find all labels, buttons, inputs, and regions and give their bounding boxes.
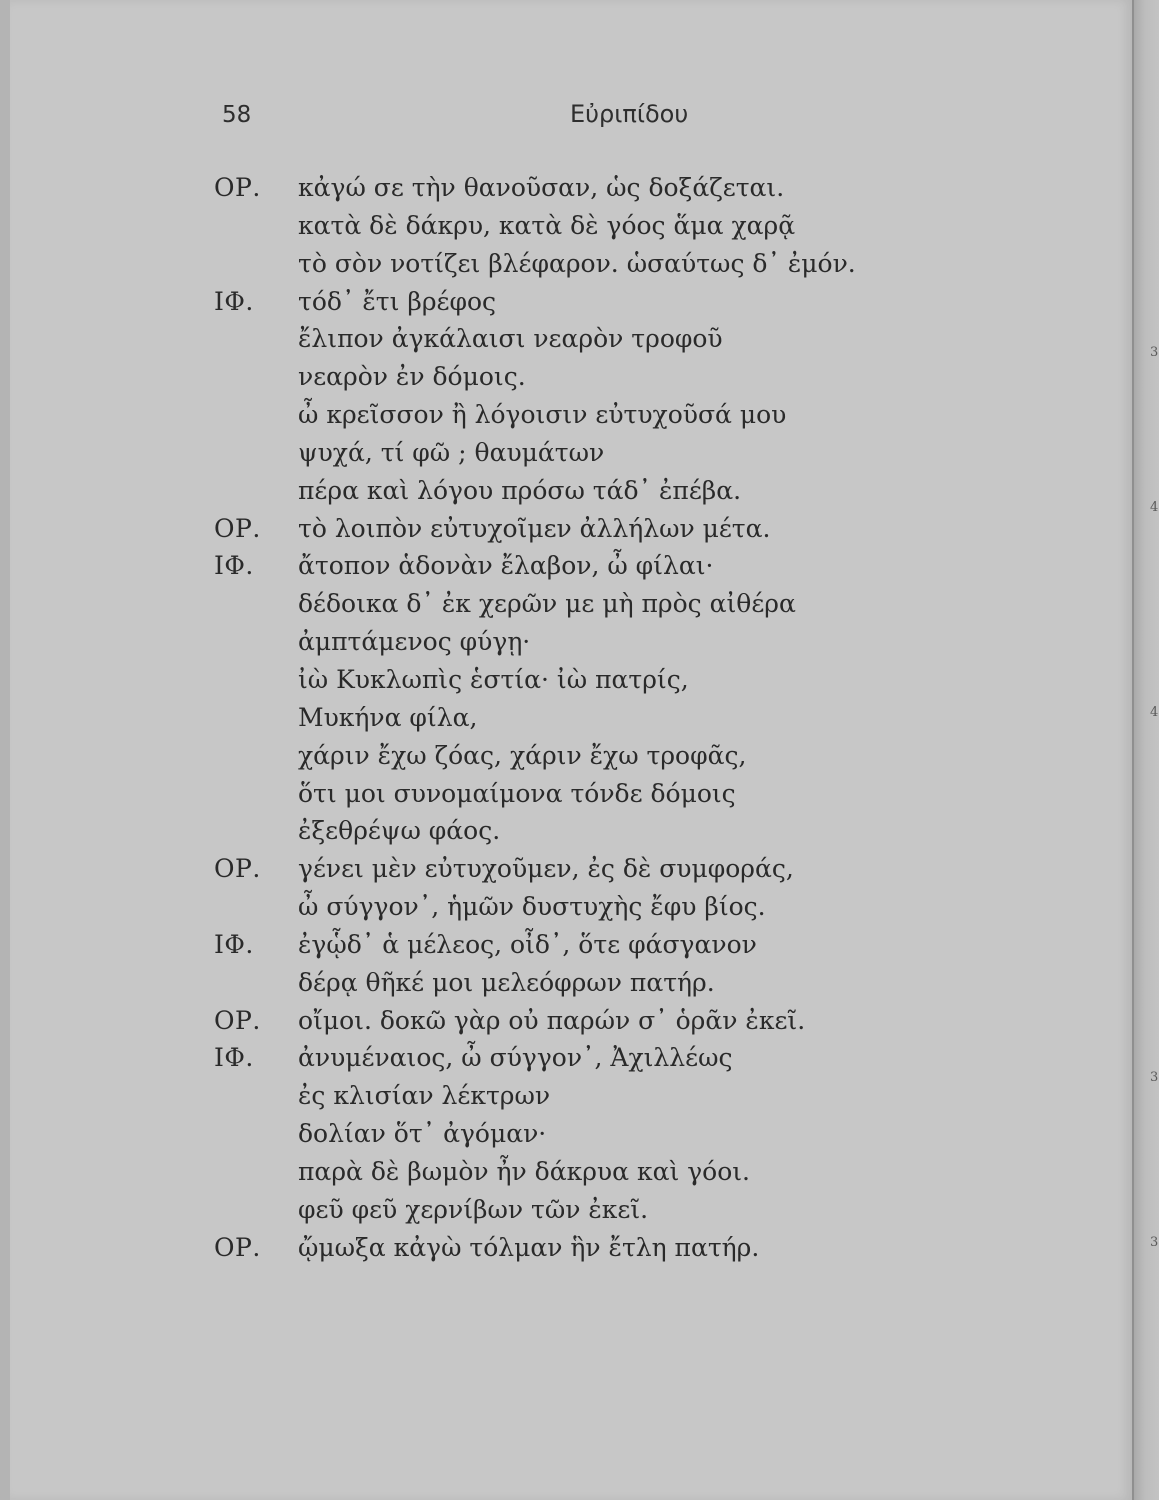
verse-content: ἰὼ Κυκλωπὶς ἑστία· ἰὼ πατρίς, <box>298 664 689 694</box>
verse-line <box>10 623 1132 661</box>
verse-line <box>10 434 1132 472</box>
verse-line <box>10 812 1132 850</box>
verse-content: ᾤμωξα κἀγὼ τόλμαν ἣν ἔτλη πατήρ. <box>298 1232 760 1262</box>
verse-line <box>10 207 1132 245</box>
verse-content: χάριν ἔχω ζόας, χάριν ἔχω τροφᾶς, <box>298 740 747 770</box>
verse-content: δέδοικα δ᾽ ἐκ χερῶν με μὴ πρὸς αἰθέρα <box>298 589 796 619</box>
verse-content: ὦ κρεῖσσον ἢ λόγοισιν εὐτυχοῦσά μου <box>298 400 787 430</box>
book-page <box>10 0 1132 1500</box>
verse-content: φεῦ φεῦ χερνίβων τῶν ἐκεῖ. <box>298 1194 649 1224</box>
verse-line <box>10 510 1132 548</box>
verse-content: ἐγᾧδ᾽ ἁ μέλεος, οἶδ᾽, ὅτε φάσγανον <box>298 929 757 959</box>
gutter-mark: 3 <box>1150 1070 1159 1085</box>
gutter-mark: 4 <box>1150 500 1159 515</box>
running-title: Εὐριπίδου <box>570 100 689 128</box>
verse-content: οἴμοι. δοκῶ γὰρ οὐ παρών σ᾽ ὁρᾶν ἐκεῖ. <box>298 1005 806 1035</box>
speaker-label: ΙΦ. <box>214 286 254 316</box>
verse-line <box>10 245 1132 283</box>
page-number: 58 <box>222 102 252 128</box>
verse-line <box>10 737 1132 775</box>
verse-line <box>10 661 1132 699</box>
verse-line <box>10 585 1132 623</box>
verse-content: κἀγώ σε τὴν θανοῦσαν, ὡς δοξάζεται. <box>298 173 785 202</box>
speaker-label: ΙΦ. <box>214 551 254 581</box>
verse-line <box>10 283 1132 321</box>
verse-content: τὸ σὸν νοτίζει βλέφαρον. ὡσαύτως δ᾽ ἐμόν. <box>298 248 856 278</box>
verse-line <box>10 1153 1132 1191</box>
speaker-label: ΟΡ. <box>214 1232 261 1262</box>
speaker-label: ΟΡ. <box>214 1005 261 1035</box>
page-header <box>10 100 1132 140</box>
verse-content: παρὰ δὲ βωμὸν ἦν δάκρυα καὶ γόοι. <box>298 1156 750 1186</box>
verse-content: πέρα καὶ λόγου πρόσω τάδ᾽ ἐπέβα. <box>298 475 742 505</box>
verse-line <box>10 699 1132 737</box>
verse-line <box>10 358 1132 396</box>
speaker-label: ΟΡ. <box>214 854 261 884</box>
speaker-label: ΟΡ. <box>214 173 261 202</box>
verse-line <box>10 964 1132 1002</box>
verse-line <box>10 775 1132 813</box>
verse-text <box>10 169 1132 1266</box>
verse-content: τόδ᾽ ἔτι βρέφος <box>298 286 497 316</box>
verse-content: δέρᾳ θῆκέ μοι μελεόφρων πατήρ. <box>298 967 715 997</box>
verse-content: Μυκήνα φίλα, <box>298 702 478 732</box>
verse-line <box>10 396 1132 434</box>
adjacent-page-edge <box>1132 0 1159 1500</box>
gutter-mark: 4 <box>1150 705 1159 720</box>
verse-line <box>10 1039 1132 1077</box>
speaker-label: ΙΦ. <box>214 929 254 959</box>
verse-content: ἀνυμέναιος, ὦ σύγγον᾽, Ἀχιλλέως <box>298 1043 733 1073</box>
verse-line <box>10 926 1132 964</box>
verse-content: ἐς κλισίαν λέκτρων <box>298 1081 551 1111</box>
verse-line <box>10 850 1132 888</box>
verse-line <box>10 1077 1132 1115</box>
verse-line <box>10 1115 1132 1153</box>
verse-line <box>10 320 1132 358</box>
speaker-label: ΙΦ. <box>214 1043 254 1073</box>
verse-line <box>10 472 1132 510</box>
verse-content: τὸ λοιπὸν εὐτυχοῖμεν ἀλλήλων μέτα. <box>298 513 771 543</box>
speaker-label: ΟΡ. <box>214 513 261 543</box>
verse-content: ψυχά, τί φῶ ; θαυμάτων <box>298 437 605 467</box>
verse-content: γένει μὲν εὐτυχοῦμεν, ἐς δὲ συμφοράς, <box>298 854 794 884</box>
gutter-mark: 3 <box>1150 345 1159 360</box>
verse-content: ὦ σύγγον᾽, ἡμῶν δυστυχὴς ἔφυ βίος. <box>298 892 766 922</box>
verse-line <box>10 547 1132 585</box>
verse-content: νεαρὸν ἐν δόμοις. <box>298 362 526 392</box>
verse-line <box>10 1229 1132 1267</box>
verse-line <box>10 1191 1132 1229</box>
verse-line <box>10 1002 1132 1040</box>
verse-content: ἐξεθρέψω φάος. <box>298 816 501 846</box>
verse-content: κατὰ δὲ δάκρυ, κατὰ δὲ γόος ἅμα χαρᾷ <box>298 210 796 240</box>
verse-content: ἔλιπον ἀγκάλαισι νεαρὸν τροφοῦ <box>298 324 723 354</box>
verse-content: ἀμπτάμενος φύγῃ· <box>298 627 531 657</box>
verse-line <box>10 888 1132 926</box>
gutter-mark: 3 <box>1150 1235 1159 1250</box>
verse-content: δολίαν ὅτ᾽ ἀγόμαν· <box>298 1119 547 1149</box>
verse-content: ὅτι μοι συνομαίμονα τόνδε δόμοις <box>298 778 736 808</box>
verse-line <box>10 169 1132 207</box>
verse-content: ἄτοπον ἁδονὰν ἔλαβον, ὦ φίλαι· <box>298 551 714 581</box>
